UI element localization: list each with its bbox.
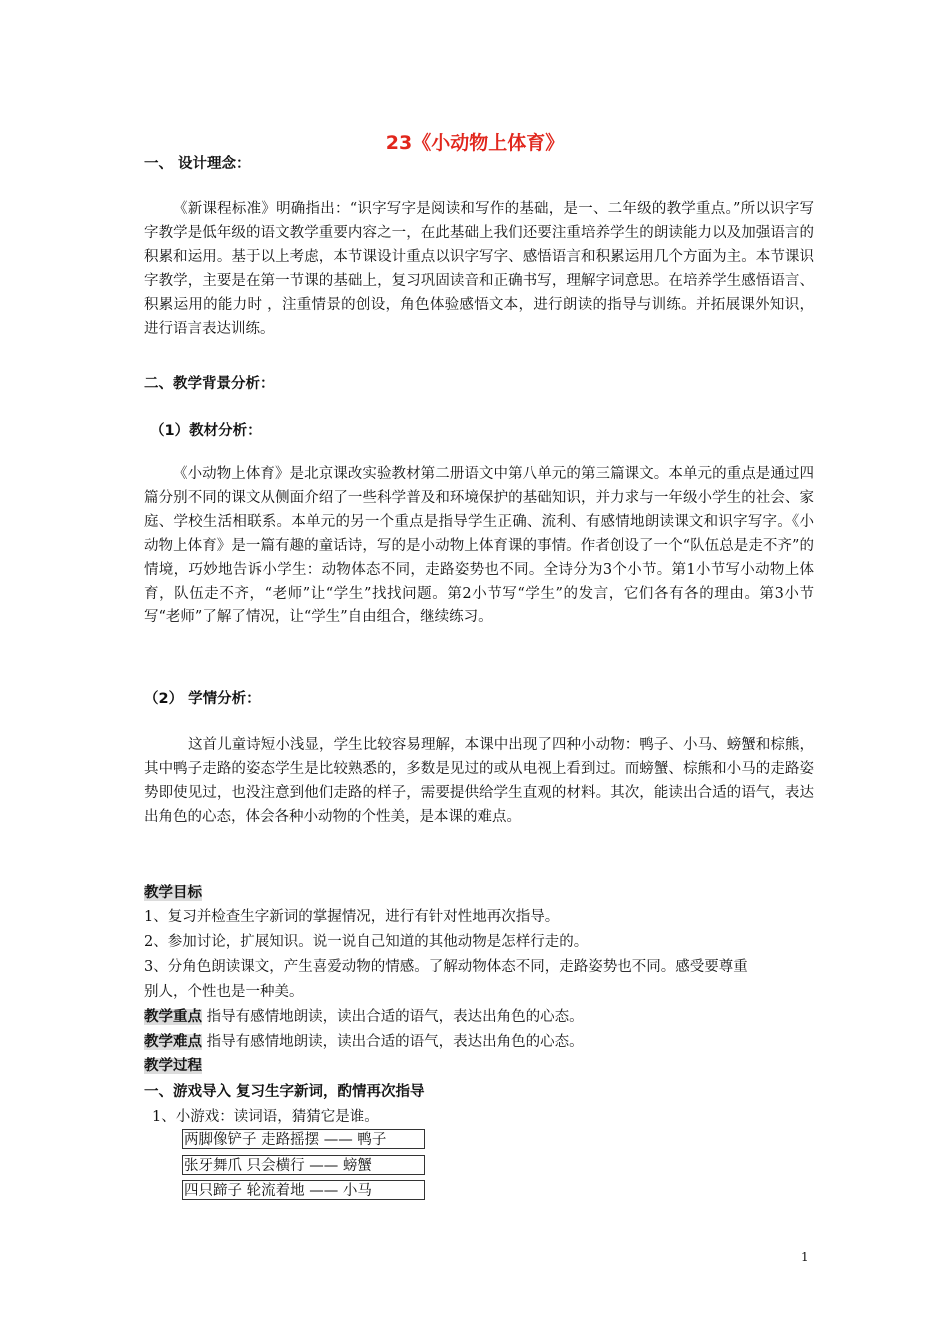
section-1-paragraph: 《新课程标准》明确指出：“识字写字是阅读和写作的基础，是一、二年级的教学重点。”所以识字写字教学是低年级的语文教学重要内容之一，在此基础上我们还要注重培养学生的朗读能力以及加强语言的积累和运用。基于以上考虑，本节课设计重点以识字写字、感悟语言和积累运用几个方面为主。本节课识字教学，主要是在第一节课的基础上，复习巩固读音和正确书写，理解字词意思。在培养学生感悟语言、积累运用的能力时 ，注重情景的创设，角色体验感悟文本，进行朗读的指导与训练。并拓展课外知识，进行语言表达训练。: [144, 201, 814, 337]
goals-heading: 教学目标: [144, 885, 202, 901]
page-title: 23《小动物上体育》: [385, 132, 565, 154]
subsection-2-heading: （2） 学情分析：: [144, 691, 261, 707]
game-intro: 1、小游戏：读词语，猜猜它是谁。: [152, 1109, 379, 1125]
difficulty-row: [144, 1030, 584, 1051]
subsection-2-paragraph: 这首儿童诗短小浅显，学生比较容易理解，本课中出现了四种小动物：鸭子、小马、螃蟹和棕熊，其中鸭子走路的姿态学生是比较熟悉的，多数是见过的或从电视上看到过。而螃蟹、棕熊和小马的走路姿势即使见过，也没注意到他们走路的样子，需要提供给学生直观的材料。其次，能读出合适的语气，表达出角色的心态，体会各种小动物的个性美，是本课的难点。: [144, 737, 814, 825]
goal-item-3-line-1: 3、分角色朗读课文，产生喜爱动物的情感。了解动物体态不同，走路姿势也不同。感受要尊重: [144, 959, 748, 975]
key-point-row: [144, 1005, 584, 1026]
step-1-heading: 一、游戏导入 复习生字新词，酌情再次指导: [144, 1084, 425, 1100]
goal-item-1: 1、复习并检查生字新词的掌握情况，进行有针对性地再次指导。: [144, 909, 560, 925]
process-heading: 教学过程: [144, 1058, 202, 1074]
section-2-heading: 二、教学背景分析：: [144, 376, 275, 392]
section-1-heading: 一、 设计理念：: [144, 156, 251, 172]
key-point-label: 教学重点: [144, 1009, 202, 1025]
riddle-row-3: 四只蹄子 轮流着地 —— 小马: [182, 1180, 425, 1200]
page-number: 1: [801, 1250, 809, 1264]
goal-item-3-line-2: 别人，个性也是一种美。: [144, 984, 304, 1000]
goal-item-2: 2、参加讨论，扩展知识。说一说自己知道的其他动物是怎样行走的。: [144, 934, 589, 950]
riddle-row-2: 张牙舞爪 只会横行 —— 螃蟹: [182, 1155, 425, 1175]
subsection-1-paragraph: 《小动物上体育》是北京课改实验教材第二册语文中第八单元的第三篇课文。本单元的重点是通过四篇分别不同的课文从侧面介绍了一些科学普及和环境保护的基础知识，并力求与一年级小学生的社会、家庭、学校生活相联系。本单元的另一个重点是指导学生正确、流利、有感情地朗读课文和识字写字。《小动物上体育》是一篇有趣的童话诗，写的是小动物上体育课的事情。作者创设了一个“队伍总是走不齐”的情境，巧妙地告诉小学生：动物体态不同，走路姿势也不同。全诗分为3个小节。第1小节写小动物上体育，队伍走不齐，“老师”让“学生”找找问题。第2小节写“学生”的发言，它们各有各的理由。第3小节写“老师”了解了情况，让“学生”自由组合，继续练习。: [144, 466, 814, 626]
difficulty-text: 指导有感情地朗读，读出合适的语气，表达出角色的心态。: [202, 1034, 584, 1050]
difficulty-label: 教学难点: [144, 1034, 202, 1050]
key-point-text: 指导有感情地朗读，读出合适的语气，表达出角色的心态。: [202, 1009, 584, 1025]
subsection-1-heading: （1）教材分析：: [150, 423, 262, 439]
riddle-row-1: 两脚像铲子 走路摇摆 —— 鸭子: [182, 1129, 425, 1149]
